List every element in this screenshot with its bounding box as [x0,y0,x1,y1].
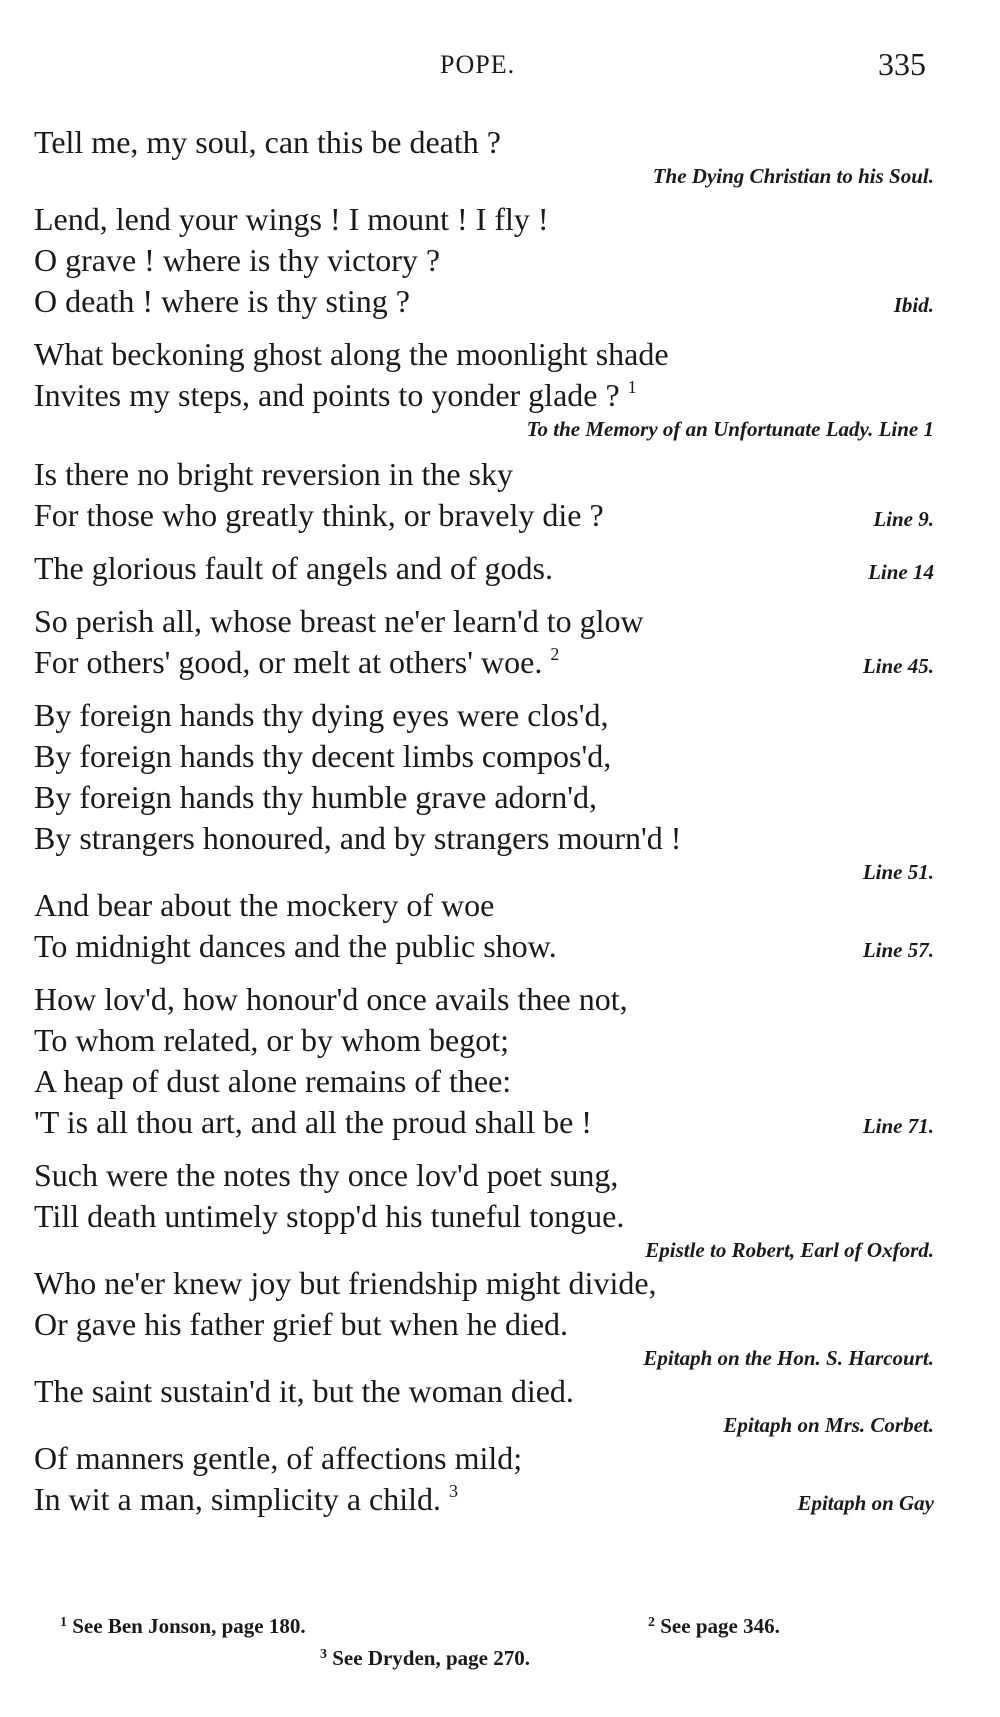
footnote-text: See Dryden, page 270. [332,1646,530,1670]
verse-line [34,926,954,967]
citation: Line 9. [873,507,934,531]
verse-line [34,979,954,1020]
verse-line [34,777,954,818]
verse-line [34,122,954,163]
verse-text: Tell me, my soul, can this be death ? [34,124,501,160]
verse-text: To whom related, or by whom begot; [34,1022,509,1058]
quotation-block [34,979,954,1143]
quotation-block [34,1263,954,1371]
verse-text: The saint sustain'd it, but the woman died. [34,1373,574,1409]
citation: Epitaph on Mrs. Corbet. [723,1413,934,1437]
footnote [648,1614,780,1639]
verse-text: For those who greatly think, or bravely die ? [34,497,604,533]
verse-line [34,375,954,416]
footnote-number: 1 [60,1615,67,1630]
verse-text: By foreign hands thy humble grave adorn'd, [34,779,597,815]
verse-line [34,1263,954,1304]
verse-text: Invites my steps, and points to yonder glade ? [34,377,620,413]
verse-line [34,642,954,683]
citation: The Dying Christian to his Soul. [652,164,934,188]
footnote [320,1646,530,1671]
citation: Line 14 [868,560,934,584]
verse-line [34,454,954,495]
verse-line [34,1102,954,1143]
verse-text: 'T is all thou art, and all the proud shall be ! [34,1104,592,1140]
quotation-list [34,122,954,1520]
footnote-ref: 2 [550,644,560,664]
footnote-text: See page 346. [660,1614,780,1638]
verse-line [34,736,954,777]
verse-text: By foreign hands thy decent limbs compos'd, [34,738,612,774]
verse-text: And bear about the mockery of woe [34,887,495,923]
page-number: 335 [878,46,926,82]
verse-text: The glorious fault of angels and of gods. [34,550,553,586]
verse-line [34,1371,954,1412]
verse-line [34,281,954,322]
footnote-ref: 3 [449,1481,459,1501]
verse-text: Of manners gentle, of affections mild; [34,1440,523,1476]
verse-text: A heap of dust alone remains of thee: [34,1063,512,1099]
verse-text: What beckoning ghost along the moonlight shade [34,336,669,372]
citation: Epitaph on Gay [797,1491,934,1515]
verse-line [34,1061,954,1102]
verse-text: To midnight dances and the public show. [34,928,557,964]
verse-text: How lov'd, how honour'd once avails thee not, [34,981,628,1017]
quotation-block [34,1155,954,1263]
verse-line [34,695,954,736]
citation: Epistle to Robert, Earl of Oxford. [645,1238,934,1262]
verse-text: Is there no bright reversion in the sky [34,456,513,492]
verse-line [34,885,954,926]
footnote-ref: 1 [627,377,637,397]
verse-line [34,1438,954,1479]
verse-line [34,548,954,589]
verse-text: Lend, lend your wings ! I mount ! I fly ! [34,201,549,237]
verse-line [34,1020,954,1061]
citation: Epitaph on the Hon. S. Harcourt. [643,1346,934,1370]
verse-line [34,1479,954,1520]
quotation-block [34,1371,954,1438]
verse-text: O death ! where is thy sting ? [34,283,410,319]
running-title: POPE. [440,50,516,79]
verse-line [34,601,954,642]
citation: Line 57. [862,938,934,962]
quotation-block [34,695,954,885]
verse-text: So perish all, whose breast ne'er learn'd to glow [34,603,644,639]
citation: Line 45. [862,654,934,678]
footnotes [0,1614,1000,1684]
verse-line [34,240,954,281]
quotation-block [34,454,954,536]
quotation-block [34,548,954,589]
verse-text: For others' good, or melt at others' woe. [34,644,543,680]
page-header [0,46,1000,86]
verse-line [34,1155,954,1196]
verse-line [34,1304,954,1345]
citation: To the Memory of an Unfortunate Lady. Line 1 [526,417,934,441]
verse-line [34,1196,954,1237]
footnote-number: 3 [320,1647,327,1662]
footnote-number: 2 [648,1615,655,1630]
citation: Ibid. [893,293,934,317]
citation: Line 51. [862,860,934,884]
verse-text: Who ne'er knew joy but friendship might divide, [34,1265,657,1301]
verse-text: O grave ! where is thy victory ? [34,242,441,278]
footnote-text: See Ben Jonson, page 180. [72,1614,306,1638]
quotation-block [34,1438,954,1520]
verse-line [34,199,954,240]
verse-text: Such were the notes thy once lov'd poet sung, [34,1157,619,1193]
verse-text: Or gave his father grief but when he died. [34,1306,569,1342]
verse-text: Till death untimely stopp'd his tuneful tongue. [34,1198,625,1234]
verse-text: By foreign hands thy dying eyes were clos'd, [34,697,609,733]
footnote [60,1614,306,1639]
citation: Line 71. [862,1114,934,1138]
verse-text: By strangers honoured, and by strangers mourn'd ! [34,820,682,856]
quotation-block [34,601,954,683]
verse-line [34,495,954,536]
quotation-block [34,122,954,189]
quotation-block [34,199,954,322]
quotation-block [34,885,954,967]
verse-line [34,818,954,859]
quotation-block [34,334,954,442]
verse-line [34,334,954,375]
verse-text: In wit a man, simplicity a child. [34,1481,442,1517]
